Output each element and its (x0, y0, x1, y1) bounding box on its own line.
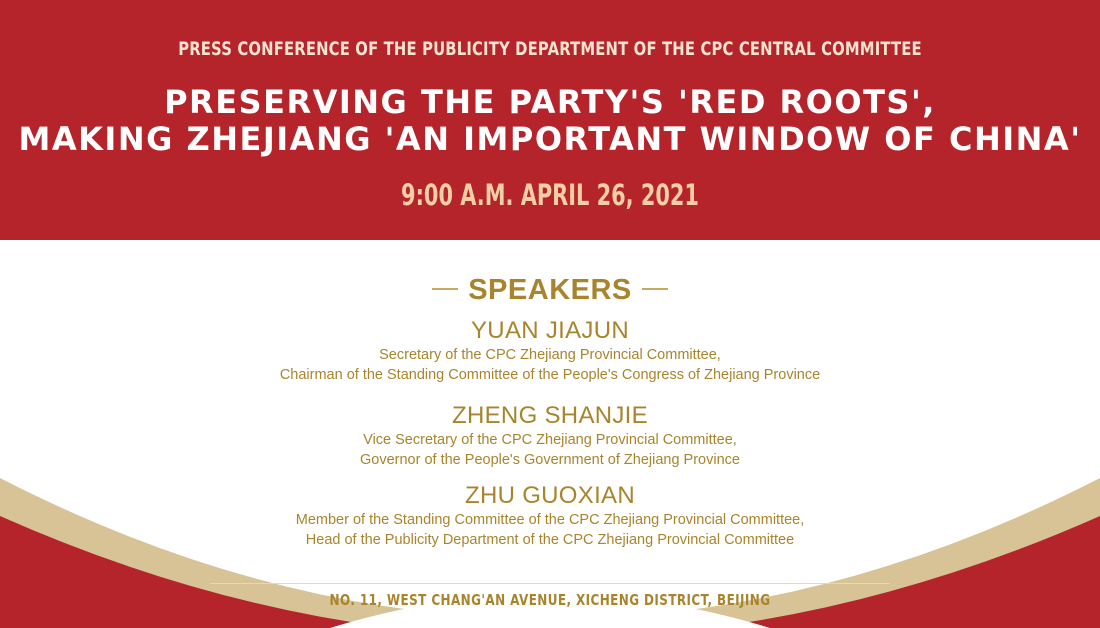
speaker-role-line-1: Member of the Standing Committee of the CPC Zhejiang Provincial Committee, (295, 512, 805, 528)
heading-rule-right (642, 288, 668, 290)
speaker-role-line-2: Head of the Publicity Department of the CPC Zhejiang Provincial Committee (305, 532, 795, 548)
speaker-role-line-2: Chairman of the Standing Committee of the People's Congress of Zhejiang Province (279, 367, 821, 383)
speaker-card (0, 482, 1100, 550)
speaker-card (0, 317, 1100, 385)
conference-kicker: PRESS CONFERENCE OF THE PUBLICITY DEPARTMENT OF THE CPC CENTRAL COMMITTEE (178, 38, 922, 60)
title-line-2: MAKING ZHEJIANG 'AN IMPORTANT WINDOW OF CHINA' (18, 120, 1082, 158)
speaker-name: YUAN JIAJUN (471, 317, 629, 344)
heading-rule-left (432, 288, 458, 290)
speaker-role-line-2: Governor of the People's Government of Zhejiang Province (360, 452, 740, 468)
speaker-role-line-1: Vice Secretary of the CPC Zhejiang Provincial Committee, (363, 432, 737, 448)
venue-address: NO. 11, WEST CHANG'AN AVENUE, XICHENG DISTRICT, BEIJING (329, 591, 771, 609)
speakers-heading-text: SPEAKERS (468, 274, 632, 306)
conference-datetime: 9:00 A.M. APRIL 26, 2021 (401, 178, 699, 212)
address-divider (210, 583, 890, 584)
speakers-heading (0, 272, 1100, 308)
speaker-name: ZHU GUOXIAN (465, 482, 635, 509)
speaker-card (0, 402, 1100, 470)
speaker-role-line-1: Secretary of the CPC Zhejiang Provincial Committee, (379, 347, 721, 363)
speaker-name: ZHENG SHANJIE (452, 402, 648, 429)
title-line-1: PRESERVING THE PARTY'S 'RED ROOTS', (164, 83, 936, 121)
